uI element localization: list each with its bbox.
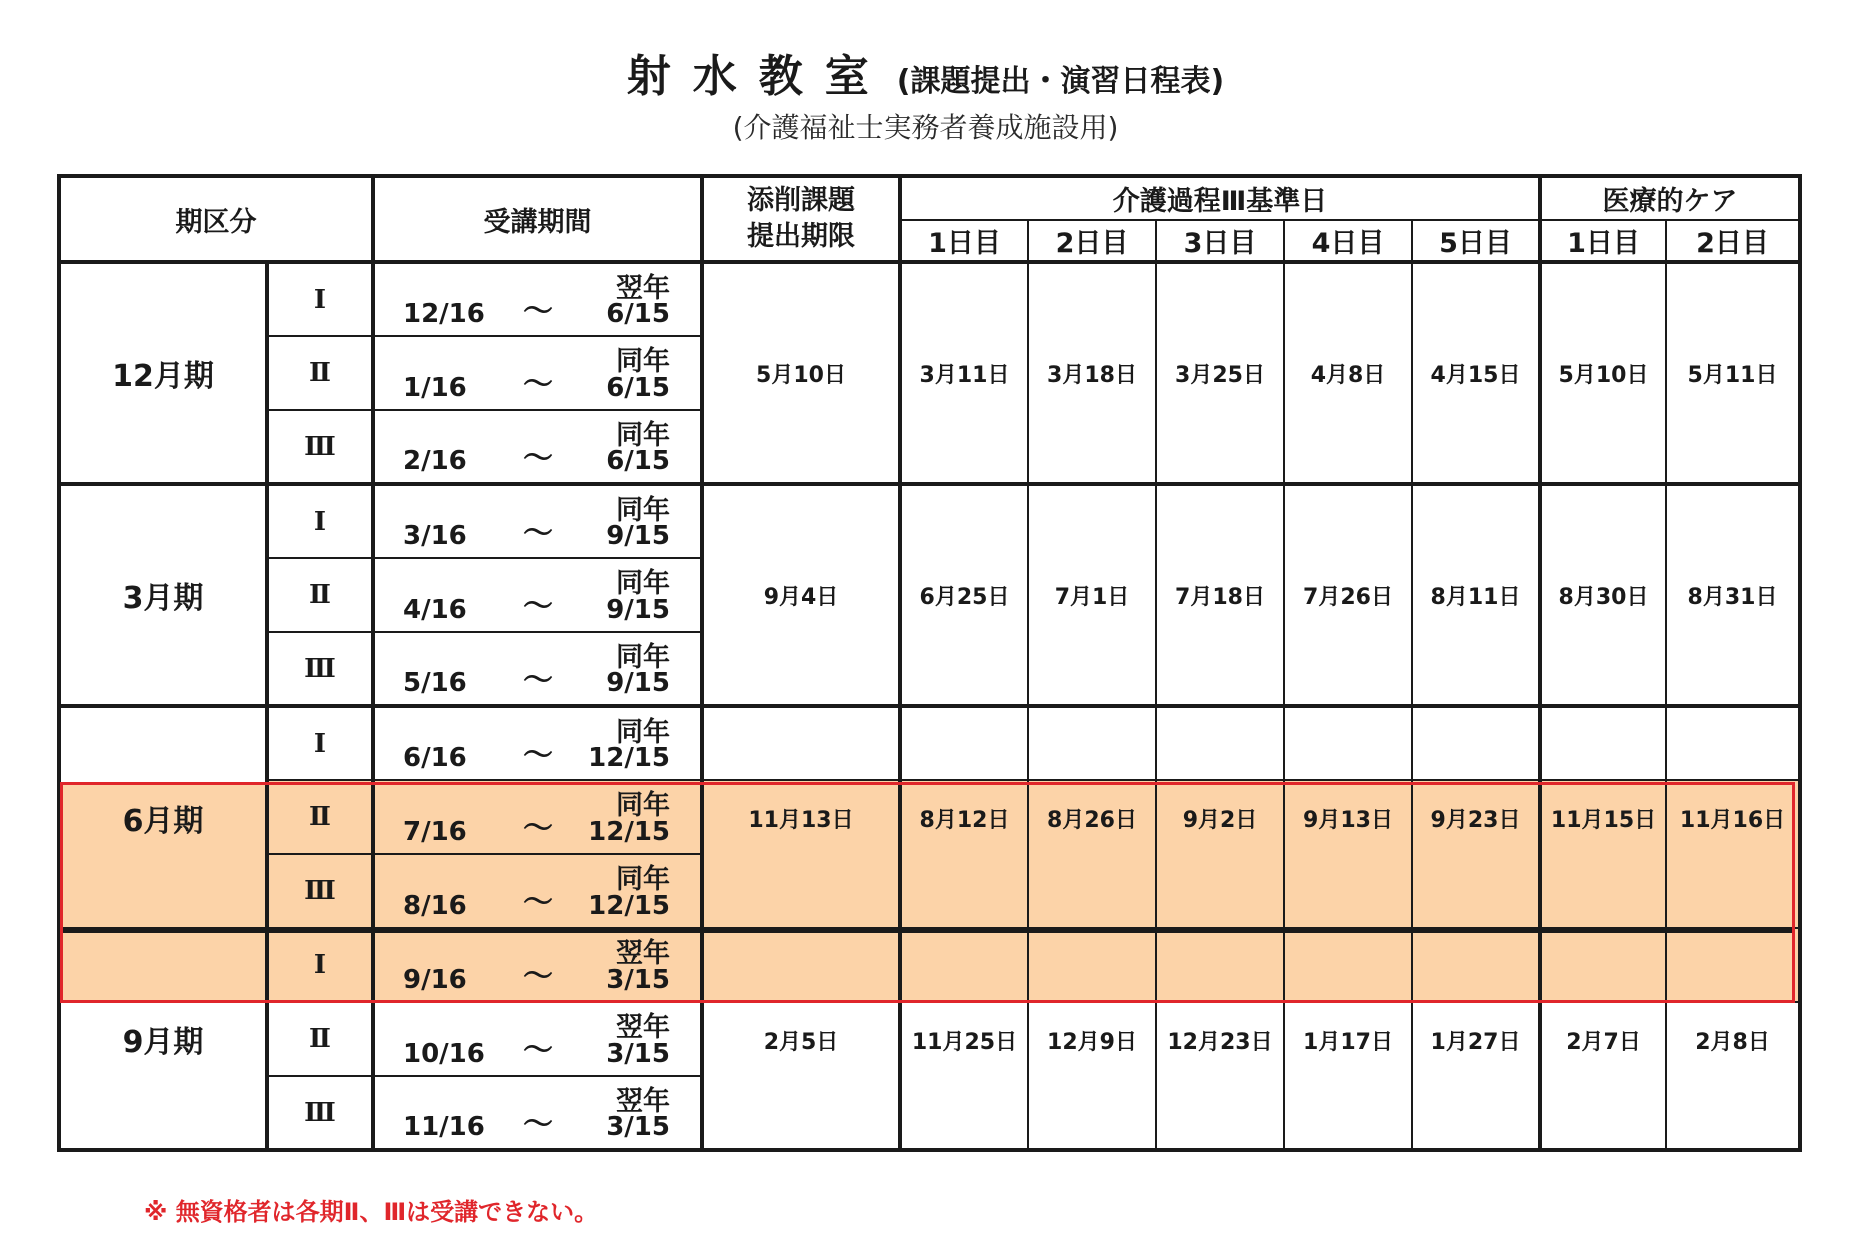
process-day-cell: 7月26日 [1284,484,1412,706]
process-day-cell: 11月25日 [900,1002,1028,1150]
period-cell [373,780,702,854]
empty-cell [1666,706,1800,780]
period-from: 5/16 [403,668,467,698]
period-from: 4/16 [403,595,467,625]
period-tilde: 〜 [523,367,553,402]
sub-term: Ⅲ [267,854,373,928]
sub-term: Ⅱ [267,336,373,410]
period-to-year: 翌年 [616,1012,670,1043]
empty-cell [1156,928,1284,1002]
period-cell [373,1002,702,1076]
process-day-cell: 12月23日 [1156,1002,1284,1150]
header-process-day: 1日目 [900,220,1028,262]
sub-term: Ⅰ [267,706,373,780]
period-to: 9/15 [606,521,670,551]
term-cell [59,706,267,928]
period-tilde: 〜 [523,885,553,920]
empty-cell [702,706,900,780]
empty-cell [1540,928,1666,1002]
period-cell [373,336,702,410]
period-tilde: 〜 [523,738,553,773]
period-to-year: 同年 [616,717,670,748]
empty-cell [1028,928,1156,1002]
period-to-year: 同年 [616,420,670,451]
period-cell [373,410,702,484]
header-process: 介護過程Ⅲ基準日 [900,176,1540,220]
medical-day-cell: 11月15日 [1540,780,1666,928]
process-day-cell: 3月25日 [1156,262,1284,484]
process-day-cell: 9月2日 [1156,780,1284,928]
period-tilde: 〜 [523,1107,553,1142]
period-to: 3/15 [606,1112,670,1142]
header-deadline [702,176,900,262]
title-paren: (課題提出・演習日程表) [896,64,1225,99]
period-to: 9/15 [606,595,670,625]
process-day-cell: 4月15日 [1412,262,1540,484]
header-medical-day: 1日目 [1540,220,1666,262]
period-to: 3/15 [606,965,670,995]
empty-cell [1156,706,1284,780]
period-cell [373,558,702,632]
deadline-cell: 5月10日 [702,262,900,484]
period-from: 6/16 [403,743,467,773]
period-tilde: 〜 [523,959,553,994]
period-to-year: 同年 [616,642,670,673]
page-title [0,40,1851,104]
empty-cell [900,928,1028,1002]
period-cell [373,928,702,1002]
period-to: 12/15 [588,891,670,921]
sub-term: Ⅰ [267,262,373,336]
process-day-cell: 8月11日 [1412,484,1540,706]
period-tilde: 〜 [523,589,553,624]
empty-cell [1540,706,1666,780]
medical-day-cell: 2月8日 [1666,1002,1800,1150]
period-cell [373,854,702,928]
period-from: 7/16 [403,817,467,847]
period-to: 6/15 [606,373,670,403]
sub-term: Ⅱ [267,780,373,854]
deadline-cell: 2月5日 [702,1002,900,1150]
sub-term: Ⅱ [267,558,373,632]
empty-cell [1284,928,1412,1002]
process-day-cell: 8月26日 [1028,780,1156,928]
period-cell [373,262,702,336]
empty-cell [1666,928,1800,1002]
header-process-day: 5日目 [1412,220,1540,262]
period-tilde: 〜 [523,663,553,698]
period-tilde: 〜 [523,811,553,846]
period-cell [373,1076,702,1150]
process-day-cell: 3月18日 [1028,262,1156,484]
empty-cell [1028,706,1156,780]
term-label: 9月期 [122,1024,204,1060]
page-subtitle: (介護福祉士実務者養成施設用) [732,111,1119,144]
process-day-cell: 6月25日 [900,484,1028,706]
period-to: 9/15 [606,668,670,698]
period-tilde: 〜 [523,1033,553,1068]
sub-term: Ⅰ [267,484,373,558]
process-day-cell: 12月9日 [1028,1002,1156,1150]
period-to-year: 翌年 [616,938,670,969]
period-to: 6/15 [606,299,670,329]
header-deadline-line1: 添削課題 [747,185,855,216]
header-process-day: 3日目 [1156,220,1284,262]
medical-day-cell: 8月31日 [1666,484,1800,706]
period-from: 11/16 [403,1112,485,1142]
deadline-cell: 11月13日 [702,780,900,928]
period-to-year: 翌年 [616,1086,670,1117]
medical-day-cell: 8月30日 [1540,484,1666,706]
title-main: 射水教室 [626,51,891,102]
period-to: 3/15 [606,1039,670,1069]
period-to: 12/15 [588,817,670,847]
period-from: 2/16 [403,446,467,476]
empty-cell [1284,706,1412,780]
schedule-table [57,174,1802,1152]
process-day-cell: 1月27日 [1412,1002,1540,1150]
period-from: 12/16 [403,299,485,329]
medical-day-cell: 5月10日 [1540,262,1666,484]
empty-cell [1412,928,1540,1002]
sub-term: Ⅱ [267,1002,373,1076]
footnote: ※ 無資格者は各期Ⅱ、Ⅲは受講できない。 [144,1198,599,1226]
sub-term: Ⅲ [267,632,373,706]
empty-cell [702,928,900,1002]
sub-term: Ⅰ [267,928,373,1002]
header-process-day: 4日目 [1284,220,1412,262]
period-tilde: 〜 [523,441,553,476]
process-day-cell: 4月8日 [1284,262,1412,484]
term-cell: 3月期 [59,484,267,706]
period-from: 9/16 [403,965,467,995]
process-day-cell: 3月11日 [900,262,1028,484]
period-to-year: 同年 [616,495,670,526]
empty-cell [900,706,1028,780]
header-medical: 医療的ケア [1540,176,1800,220]
empty-cell [1412,706,1540,780]
term-label: 6月期 [122,803,204,839]
period-cell [373,706,702,780]
period-to-year: 同年 [616,568,670,599]
header-deadline-line2: 提出期限 [747,221,855,252]
medical-day-cell: 5月11日 [1666,262,1800,484]
period-to: 6/15 [606,446,670,476]
medical-day-cell: 2月7日 [1540,1002,1666,1150]
period-from: 1/16 [403,373,467,403]
period-from: 10/16 [403,1039,485,1069]
header-process-day: 2日目 [1028,220,1156,262]
period-from: 3/16 [403,521,467,551]
period-to-year: 同年 [616,346,670,377]
period-to-year: 同年 [616,864,670,895]
period-cell [373,632,702,706]
period-tilde: 〜 [523,294,553,329]
period-tilde: 〜 [523,516,553,551]
medical-day-cell: 11月16日 [1666,780,1800,928]
period-to: 12/15 [588,743,670,773]
deadline-cell: 9月4日 [702,484,900,706]
header-term: 期区分 [59,176,373,262]
period-to-year: 翌年 [616,273,670,304]
period-cell [373,484,702,558]
period-to-year: 同年 [616,790,670,821]
period-from: 8/16 [403,891,467,921]
sub-term: Ⅲ [267,410,373,484]
sub-term: Ⅲ [267,1076,373,1150]
header-period: 受講期間 [373,176,702,262]
process-day-cell: 8月12日 [900,780,1028,928]
process-day-cell: 9月23日 [1412,780,1540,928]
process-day-cell: 9月13日 [1284,780,1412,928]
term-cell: 12月期 [59,262,267,484]
header-medical-day: 2日目 [1666,220,1800,262]
process-day-cell: 7月1日 [1028,484,1156,706]
process-day-cell: 1月17日 [1284,1002,1412,1150]
process-day-cell: 7月18日 [1156,484,1284,706]
term-cell [59,928,267,1150]
